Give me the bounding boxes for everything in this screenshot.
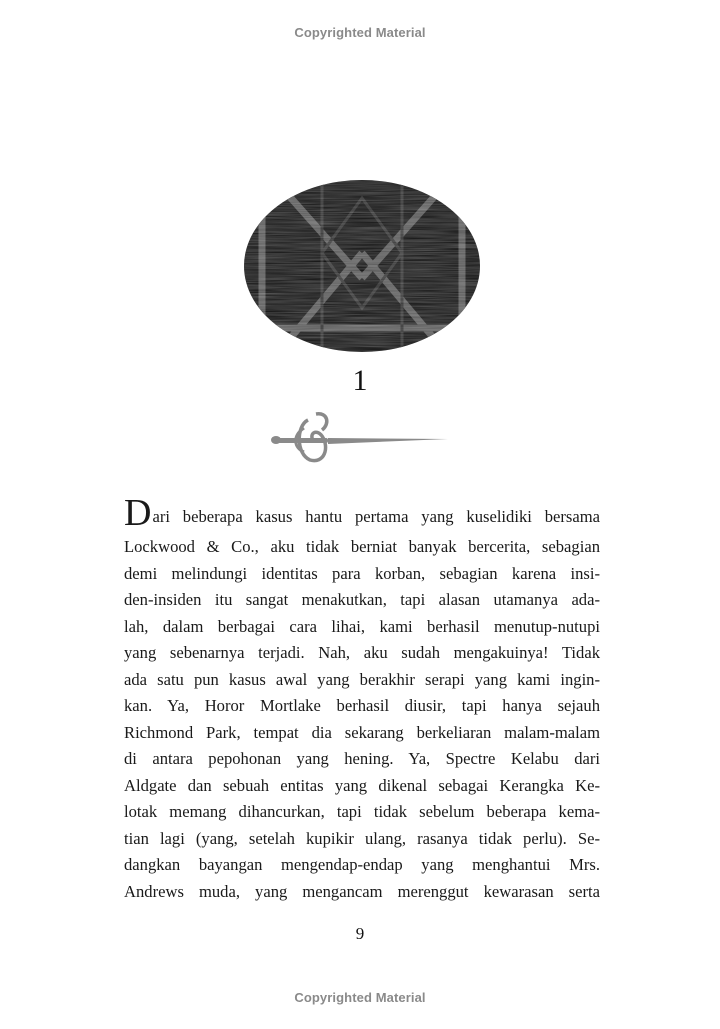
body-line: den-insiden itu sangat menakutkan, tapi alasan utamanya ada- — [124, 590, 600, 609]
body-line: Aldgate dan sebuah entitas yang dikenal sebagai Kerangka Ke- — [124, 775, 600, 795]
body-line: ada satu pun kasus awal yang berakhir serapi yang kami ingin- — [124, 669, 600, 689]
body-line: demi melindungi identitas para korban, sebagian karena insi- — [124, 563, 600, 583]
chapter-body-text — [124, 492, 600, 905]
chapter-number: 1 — [352, 364, 368, 397]
body-line: Dari beberapa kasus hantu pertama yang kuselidiki bersama — [124, 492, 600, 534]
body-line: dangkan bayangan mengendap-endap yang menghantui Mrs. — [124, 855, 600, 874]
dark-oval-window-emblem — [242, 178, 482, 354]
body-line: Lockwood & Co., aku tidak berniat banyak bercerita, sebagian — [124, 537, 600, 556]
body-line: Richmond Park, tempat dia sekarang berkeliaran malam-malam — [124, 722, 600, 742]
body-line: di antara pepohonan yang hening. Ya, Spectre Kelabu dari — [124, 749, 600, 768]
copyright-watermark-top: Copyrighted Material — [294, 25, 426, 40]
body-line: yang sebenarnya terjadi. Nah, aku sudah mengakuinya! Tidak — [124, 643, 600, 662]
copyright-watermark-bottom: Copyrighted Material — [294, 990, 426, 1005]
rapier-sword-ornament — [268, 408, 454, 468]
body-line: lotak memang dihancurkan, tapi tidak sebelum beberapa kema- — [124, 802, 600, 821]
drop-cap-letter: D — [124, 492, 152, 534]
page-number: 9 — [355, 924, 365, 943]
body-line: kan. Ya, Horor Mortlake berhasil diusir, tapi hanya sejauh — [124, 696, 600, 715]
body-line: tian lagi (yang, setelah kupikir ulang, rasanya tidak perlu). Se- — [124, 828, 600, 848]
body-line: Andrews muda, yang mengancam merenggut kewarasan serta — [124, 881, 600, 901]
body-line: lah, dalam berbagai cara lihai, kami berhasil menutup-nutupi — [124, 616, 600, 636]
